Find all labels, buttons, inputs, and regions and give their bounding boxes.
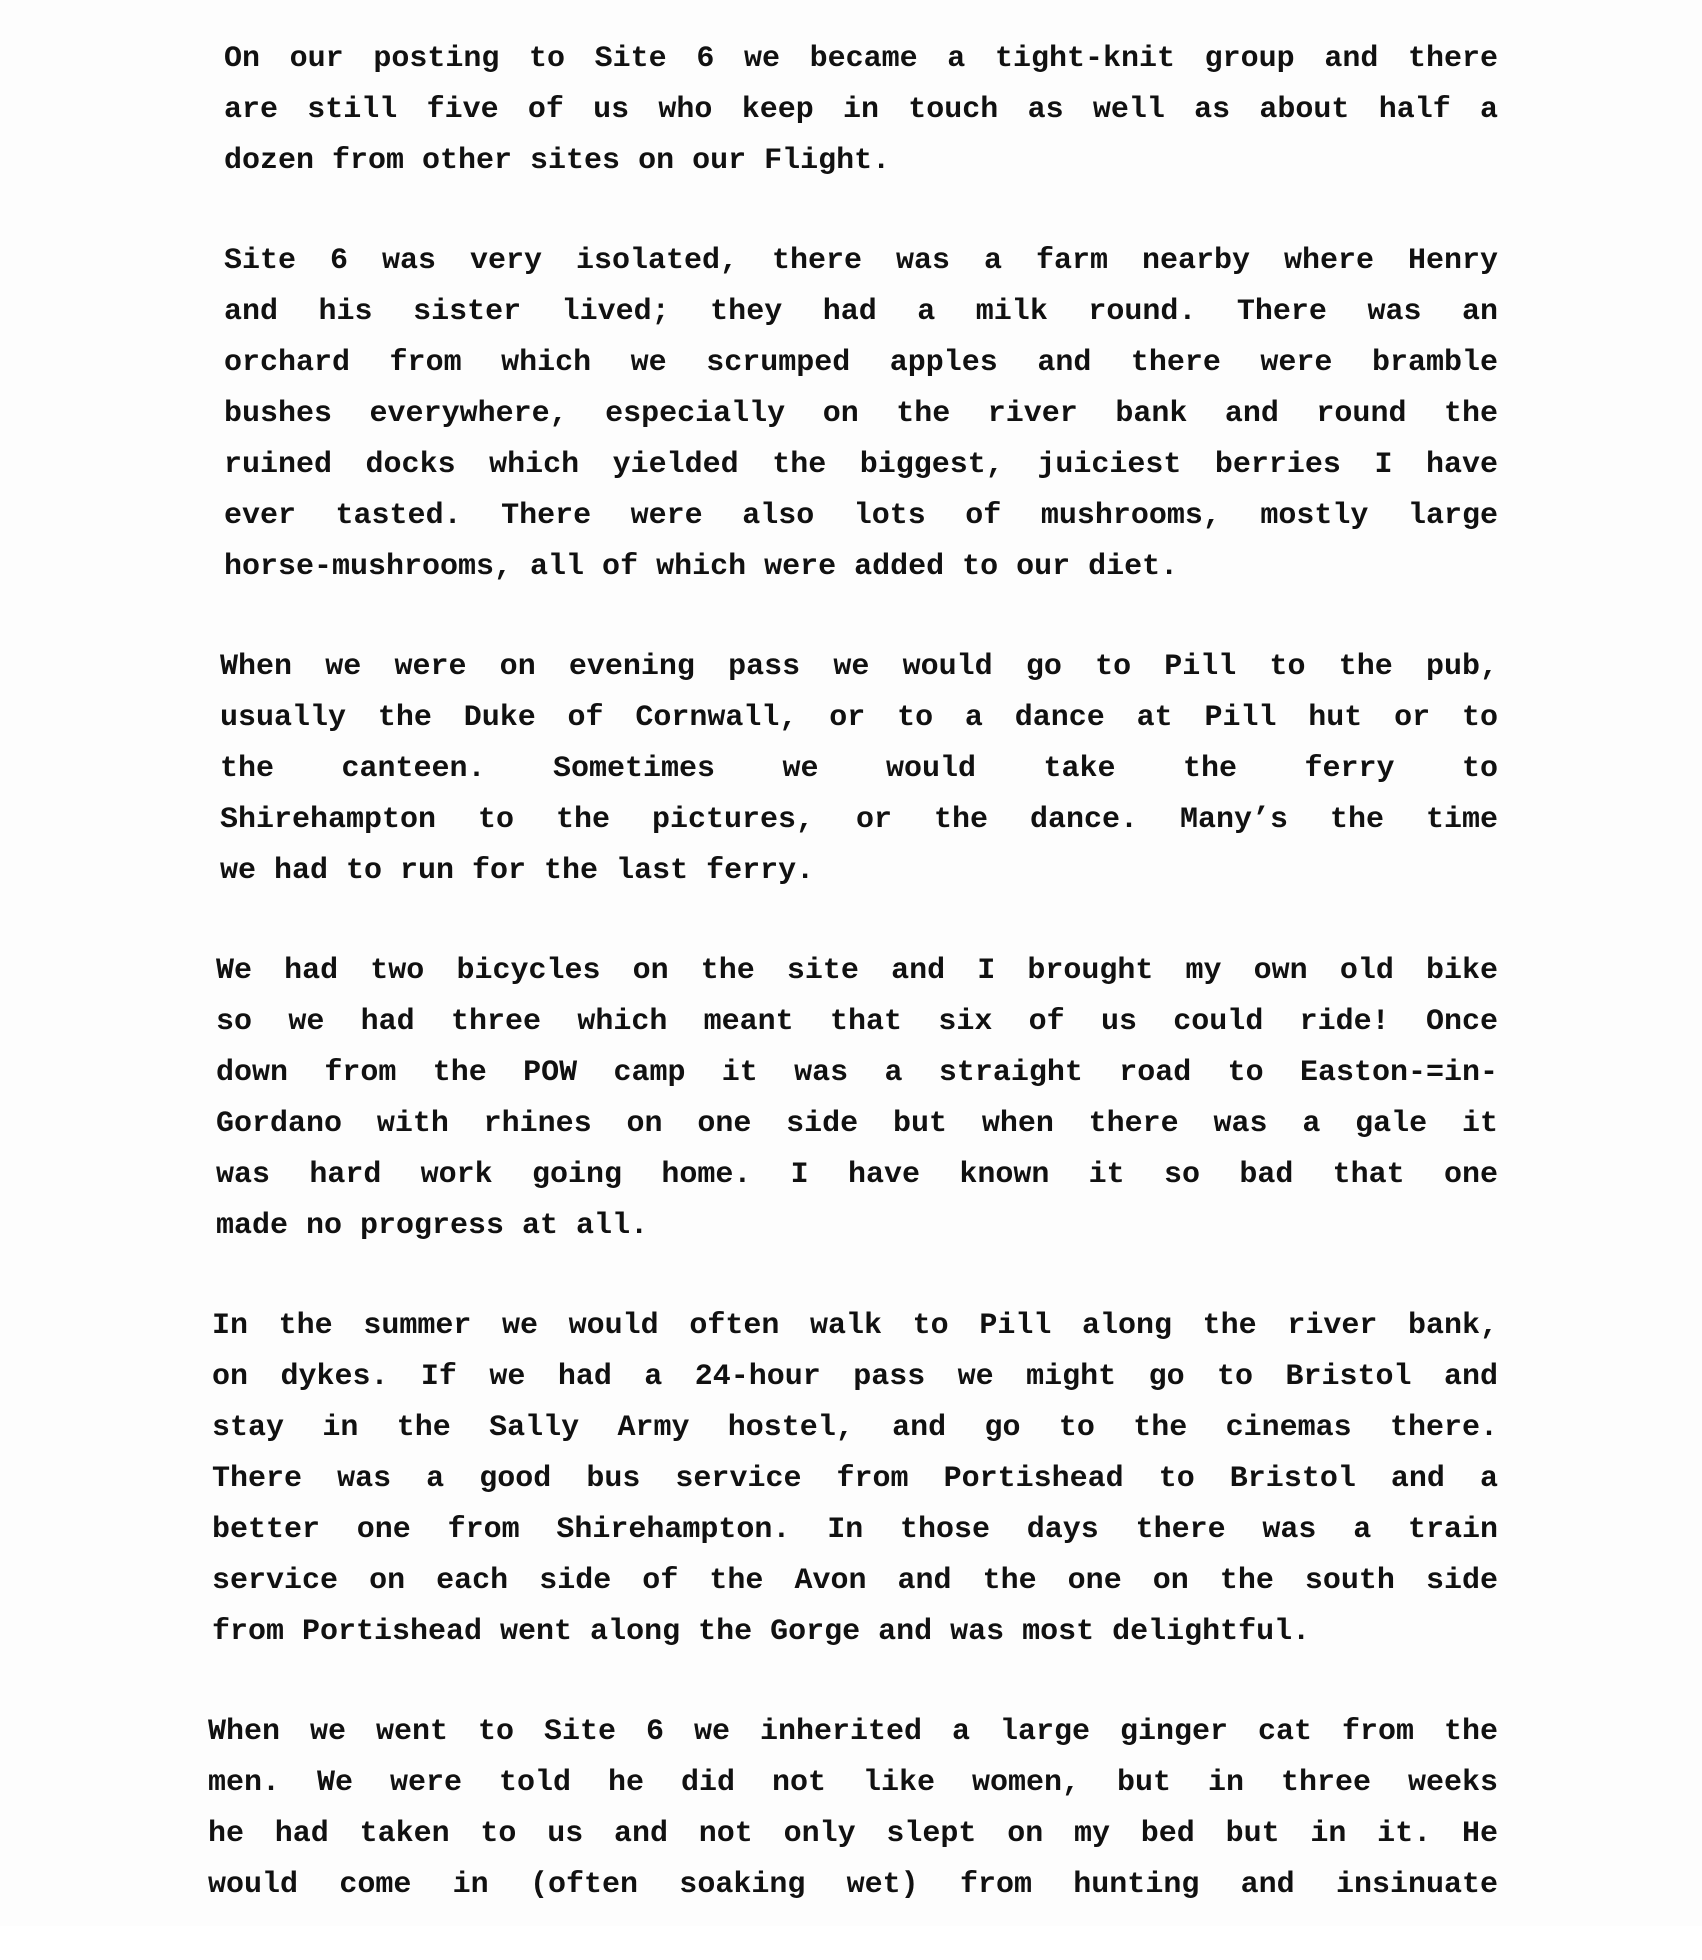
text-line: from Portishead went along the Gorge and was most delightful. <box>212 1615 1311 1649</box>
text-line: and his sister lived; they had a milk round. There was an <box>224 295 1498 329</box>
text-line: When we were on evening pass we would go to Pill to the pub, <box>220 650 1498 684</box>
text-line: on dykes. If we had a 24-hour pass we might go to Bristol and <box>212 1360 1498 1394</box>
text-line: was hard work going home. I have known it so bad that one <box>216 1158 1498 1192</box>
paragraph-5 <box>212 1301 1498 1658</box>
text-line: usually the Duke of Cornwall, or to a dance at Pill hut or to <box>220 701 1498 735</box>
text-line: so we had three which meant that six of us could ride! Once <box>216 1005 1498 1039</box>
paragraph-6 <box>208 1707 1498 1911</box>
typewritten-text <box>208 34 1498 1960</box>
text-line: better one from Shirehampton. In those days there was a train <box>212 1513 1498 1547</box>
text-line: the canteen. Sometimes we would take the ferry to <box>220 752 1498 786</box>
text-line: Shirehampton to the pictures, or the dance. Many’s the time <box>220 803 1498 837</box>
paragraph-3 <box>220 642 1498 897</box>
text-line: service on each side of the Avon and the one on the south side <box>212 1564 1498 1598</box>
text-line: we had to run for the last ferry. <box>220 854 815 888</box>
text-line: dozen from other sites on our Flight. <box>224 144 891 178</box>
text-line: In the summer we would often walk to Pill along the river bank, <box>212 1309 1498 1343</box>
text-line: orchard from which we scrumped apples and there were bramble <box>224 346 1498 380</box>
text-line: There was a good bus service from Portishead to Bristol and a <box>212 1462 1498 1496</box>
paragraph-4 <box>216 946 1498 1252</box>
text-line: made no progress at all. <box>216 1209 649 1243</box>
text-line: men. We were told he did not like women, but in three weeks <box>208 1766 1498 1800</box>
paragraph-2 <box>224 236 1498 593</box>
text-line: down from the POW camp it was a straight road to Easton-=in- <box>216 1056 1498 1090</box>
text-line: On our posting to Site 6 we became a tight-knit group and there <box>224 42 1498 76</box>
text-line: Site 6 was very isolated, there was a farm nearby where Henry <box>224 244 1498 278</box>
text-line: would come in (often soaking wet) from hunting and insinuate <box>208 1868 1498 1902</box>
text-line: stay in the Sally Army hostel, and go to the cinemas there. <box>212 1411 1498 1445</box>
text-line: Gordano with rhines on one side but when there was a gale it <box>216 1107 1498 1141</box>
text-line: We had two bicycles on the site and I brought my own old bike <box>216 954 1498 988</box>
text-line: he had taken to us and not only slept on my bed but in it. He <box>208 1817 1498 1851</box>
text-line: ever tasted. There were also lots of mushrooms, mostly large <box>224 499 1498 533</box>
text-line: When we went to Site 6 we inherited a large ginger cat from the <box>208 1715 1498 1749</box>
paragraph-1 <box>224 34 1498 187</box>
text-line: ruined docks which yielded the biggest, juiciest berries I have <box>224 448 1498 482</box>
text-line: horse-mushrooms, all of which were added to our diet. <box>224 550 1179 584</box>
text-line: are still five of us who keep in touch as well as about half a <box>224 93 1498 127</box>
text-line: bushes everywhere, especially on the river bank and round the <box>224 397 1498 431</box>
